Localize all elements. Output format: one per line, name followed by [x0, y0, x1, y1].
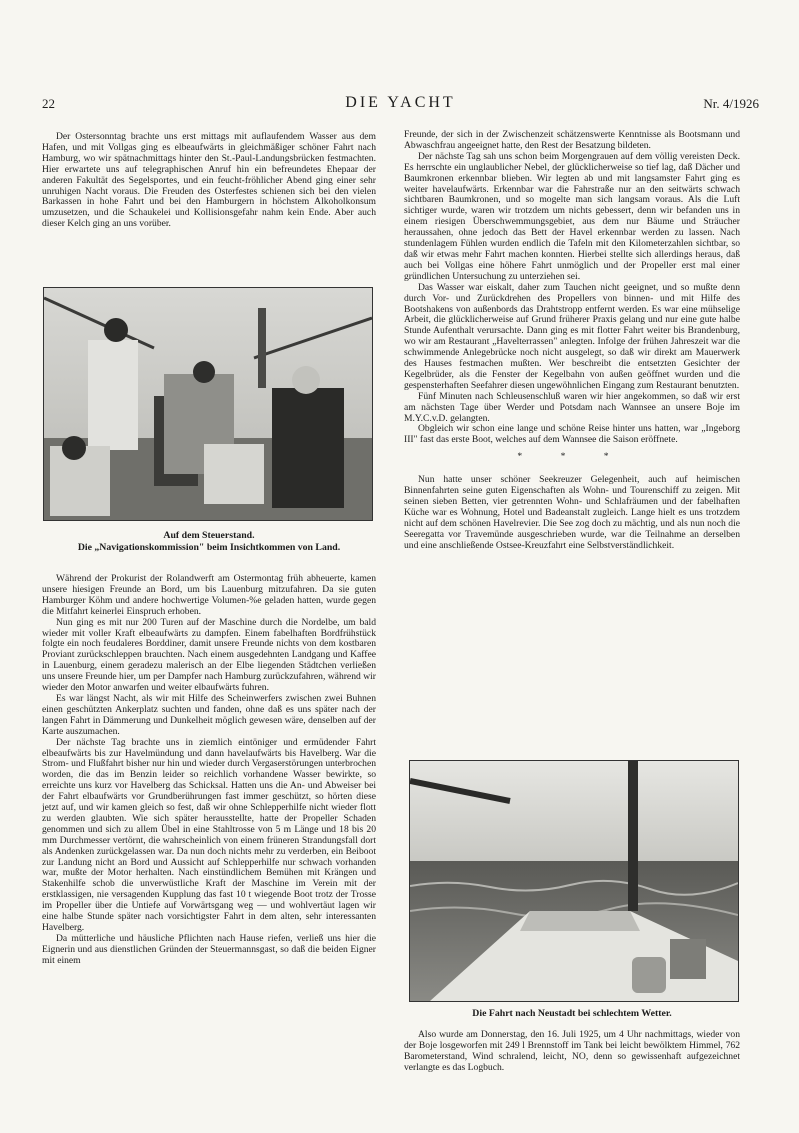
caption-text: Die „Navigationskommission" beim Insichtkommen von Land.: [77, 542, 341, 553]
issue-number: Nr. 4/1926: [703, 96, 759, 111]
caption-title: Auf dem Steuerstand.: [163, 530, 255, 541]
photo-caption-2: Die Fahrt nach Neustadt bei schlechtem Wetter.: [472, 1008, 672, 1019]
paragraph: Nun hatte unser schöner Seekreuzer Gelegenheit, auch auf heimischen Binnenfahrten seine guten Eigenschaften als Wohn- und Tourenschiff zu zeigen. Mit seinen sieben Betten, vier getrennten Wohn- und Schlafräumen und der fabelhaften Küche war es Wohnung, Hotel und Badeanstalt zugleich. Lange hielt es uns trotzdem nicht auf dem schönen Havelrevier. Die See zog doch zu mächtig, und als nun noch die Seeregatta vor Travemünde ausgeschrieben wurde, war die Teilnahme an derselben und eine anschließende Ostsee-Kreuzfahrt eine Selbstverständlichkeit.: [404, 474, 740, 551]
paragraph: Der Ostersonntag brachte uns erst mittags mit auflaufendem Wasser aus dem Hafen, und mit Vollgas ging es elbeaufwärts in gleichmäßiger schöner Fahrt nach Hamburg, wo wir spätnachmittags hinter den St.-Paul-Landungsbrücken festmachten. Hier erwartete uns auf telegraphischen Anruf hin ein befreundetes Ehepaar der anderen Fakultät des Segelsportes, und ein feucht-fröhlicher Abend ging einer sehr unruhigen Nacht voraus. Die Freuden des Osterfestes schienen sich bei den vielen Barkassen in hohe Fahrt und bei den Hamburgern in höchstem Alkoholkonsum umzusetzen, und die Schaukelei und Kollisionsgefahr nahm kein Ende. Aber auch dieser Kelch ging an uns vorüber.: [42, 131, 376, 230]
photo-bad-weather-image: [410, 761, 738, 1001]
right-column-top: [404, 130, 740, 552]
paragraph: Während der Prokurist der Rolandwerft am Ostermontag früh abheuerte, kamen unsere hiesigen Freunde an Bord, um bis Lauenburg mitzufahren. Da sie guten Hamburger Köhm und andere hochwertige Volumen-%e geladen hatten, wurde gegen die Mitfahrt keinerlei Einspruch erhoben.: [42, 573, 376, 617]
paragraph: Das Wasser war eiskalt, daher zum Tauchen nicht geeignet, und so mußte denn durch Vor- und Zurückdrehen des Propellers von binnen- und mit Hilfe des Bootshakens von außenbords das Drahtstropp entfernt werden. Es war eine mühselige Arbeit, die glücklicherweise auf Grund früherer Praxis gelang und nur eine gute halbe Stunde Aufenthalt verursachte. Dann ging es mit flotter Fahrt weiter bis Brandenburg, wo wir am Restaurant „Havelterrassen" anlegten. Infolge der frühen Jahreszeit war die schwimmende Anlegebrücke noch nicht ausgelegt, so daß wir direkt am Mauerwerk des Hauses festmachen mußten. Wer beschreibt die entsetzten Gesichter der Kegelbrüder, als die Fenster der Kegelbahn von außen geöffnet wurden und die gespensterhaften Seefahrer diesen ungewöhnlichen Eingang zum Restaurant benutzten.: [404, 281, 740, 391]
paragraph: Der nächste Tag brachte uns in ziemlich eintöniger und ermüdender Fahrt elbeaufwärts bis zur Havelmündung und dann havelaufwärts bis Havelberg. War die Strom- und Flußfahrt bisher nur hin und wieder durch Vergaserstörungen unterbrochen worden, die das im Benzin leider so reichlich vorhandene Wasser bewirkte, so erreichte uns kurz vor Havelberg das Schicksal. Hatten uns die An- und Abweiser bei der Fahrt elbaufwärts vor Grundberührungen fast immer geschützt, so hörten diese jetzt auf, und wir kamen gleich so fest, daß wir ohne Schlepperhilfe nicht wieder flott zu werden glaubten. Wie sich später herausstellte, hatte der Propeller Schaden genommen und sich zu allem Übel in eine Stahltrosse von 5 m Länge und 18 bis 20 mm Durchmesser vertörnt, die wahrscheinlich von einem früneren Strandungsfall dort als Andenken zurückgelassen war. Da nun doch nichts mehr zu verderben, ein Beiboot zur Landung nicht an Bord und Aussicht auf Schlepperhilfe nur schwach vorhanden war, mußte der Motor herhalten. Nach einstündlichem Bemühen mit Krängen und Stakenhilfe schob die unverwüstliche Kraft der Maschine im Verein mit der erstklassigen, nie versagenden Kupplung das fast 10 t wiegende Boot trotz der Trosse im Propeller über die Untiefe auf Vorwärtsgang weg — und wohlvertäut lagen wir eine halbe Stunde später nach vorsichtigster Fahrt in dem alten, sehr interessanten Havelberg.: [42, 736, 376, 933]
photo-steering-stand-image: [44, 288, 372, 520]
magazine-title: DIE YACHT: [345, 94, 456, 111]
photo-bad-weather: [409, 760, 739, 1002]
section-separator: * * *: [517, 451, 627, 463]
photo-steering-stand: [43, 287, 373, 521]
paragraph: Obgleich wir schon eine lange und schöne Reise hinter uns hatten, war „Ingeborg III" fast das erste Boot, welches auf dem Wannsee die Saison eröffnete.: [404, 423, 740, 446]
paragraph: Freunde, der sich in der Zwischenzeit schätzenswerte Kenntnisse als Bootsmann und Abwaschfrau angeeignet hatte, den Rest der Besatzung bildeten.: [404, 129, 740, 151]
left-column-bottom: [42, 574, 376, 967]
paragraph: Also wurde am Donnerstag, den 16. Juli 1925, um 4 Uhr nachmittags, wieder von der Boje losgeworfen mit 249 l Brennstoff im Tank bei leicht bewölktem Himmel, 762 Barometerstand, Wind schralend, leicht, NO, denn so gewissenhaft aufgezeichnet verlangte es das Logbuch.: [404, 1029, 740, 1073]
left-column-top: [42, 132, 376, 230]
paragraph: Fünf Minuten nach Schleusenschluß waren wir hier angekommen, so daß wir erst am nächsten Tage über Werder und Potsdam nach Wannsee an unsere Boje im M.Y.C.v.D. gelangten.: [404, 390, 740, 424]
right-column-bottom: [404, 1030, 740, 1074]
page-header: [42, 96, 759, 118]
photo-caption: [42, 530, 376, 554]
paragraph: Der nächste Tag sah uns schon beim Morgengrauen auf dem völlig vereisten Deck. Es herrschte ein unglaublicher Nebel, der glücklicherweise so tief lag, daß Dächer und Baumkronen erkennbar blieben. Wir legten ab und mit langsamster Fahrt ging es weiter havelaufwärts. Erkennbar war die Fahrstraße nur an den seitwärts schwach sichtbaren Baumkronen, und so mogelte man sich langsam voraus. Als die Luft sichtiger wurde, waren wir trotzdem um nichts gebessert, denn wir befanden uns in einem riesigen Überschwemmungsgebiet, aus dem nur Bäume und Sträucher heraussahen, ohne jedoch das Bett der Havel erkennbar werden zu lassen. Nach stundenlagem Fühlen wurden endlich die Tafeln mit den Kilometerzahlen sichtbar, so daß wir etwas mehr Fahrt machen konnten. Hierbei stellte sich allerdings heraus, daß auch bei Vollgas eine höhere Fahrt unmöglich und der Propeller erst mal einer gründlichen Untersuchung zu unterziehen sei.: [404, 150, 740, 282]
page-number: 22: [42, 96, 55, 111]
paragraph: Es war längst Nacht, als wir mit Hilfe des Scheinwerfers zwischen zwei Buhnen einen geschützten Ankerplatz suchten und fanden, ohne daß es uns später nach der langen Fahrt in Dämmerung und Dunkelheit möglich gewesen wäre, denselben auf der Karte auszumachen.: [42, 692, 376, 737]
paragraph: Nun ging es mit nur 200 Turen auf der Maschine durch die Nordelbe, um bald wieder mit voller Kraft elbeaufwärts zu dampfen. Einem fabelhaften Bordfrühstück folgte ein noch feudaleres Borddiner, damit unsere Freunde nichts von dem kostbaren Proviant zurückschleppen brauchten. Nach einem ausgedehnten Landgang und Kaffee in Lauenburg, einem geradezu malerisch an der Elbe liegenden Städtchen verließen uns unsere Freunde hier, um per Dampfer nach Hamburg zurückzufahren, während wir wieder den Motor anwarfen und weiter elbaufwärts fuhren.: [42, 616, 376, 694]
paragraph: Da mütterliche und häusliche Pflichten nach Hause riefen, verließ uns hier die Eignerin und aus dienstlichen Gründen der Steuermannsgast, so daß die beiden Eigner mit einem: [42, 932, 376, 966]
